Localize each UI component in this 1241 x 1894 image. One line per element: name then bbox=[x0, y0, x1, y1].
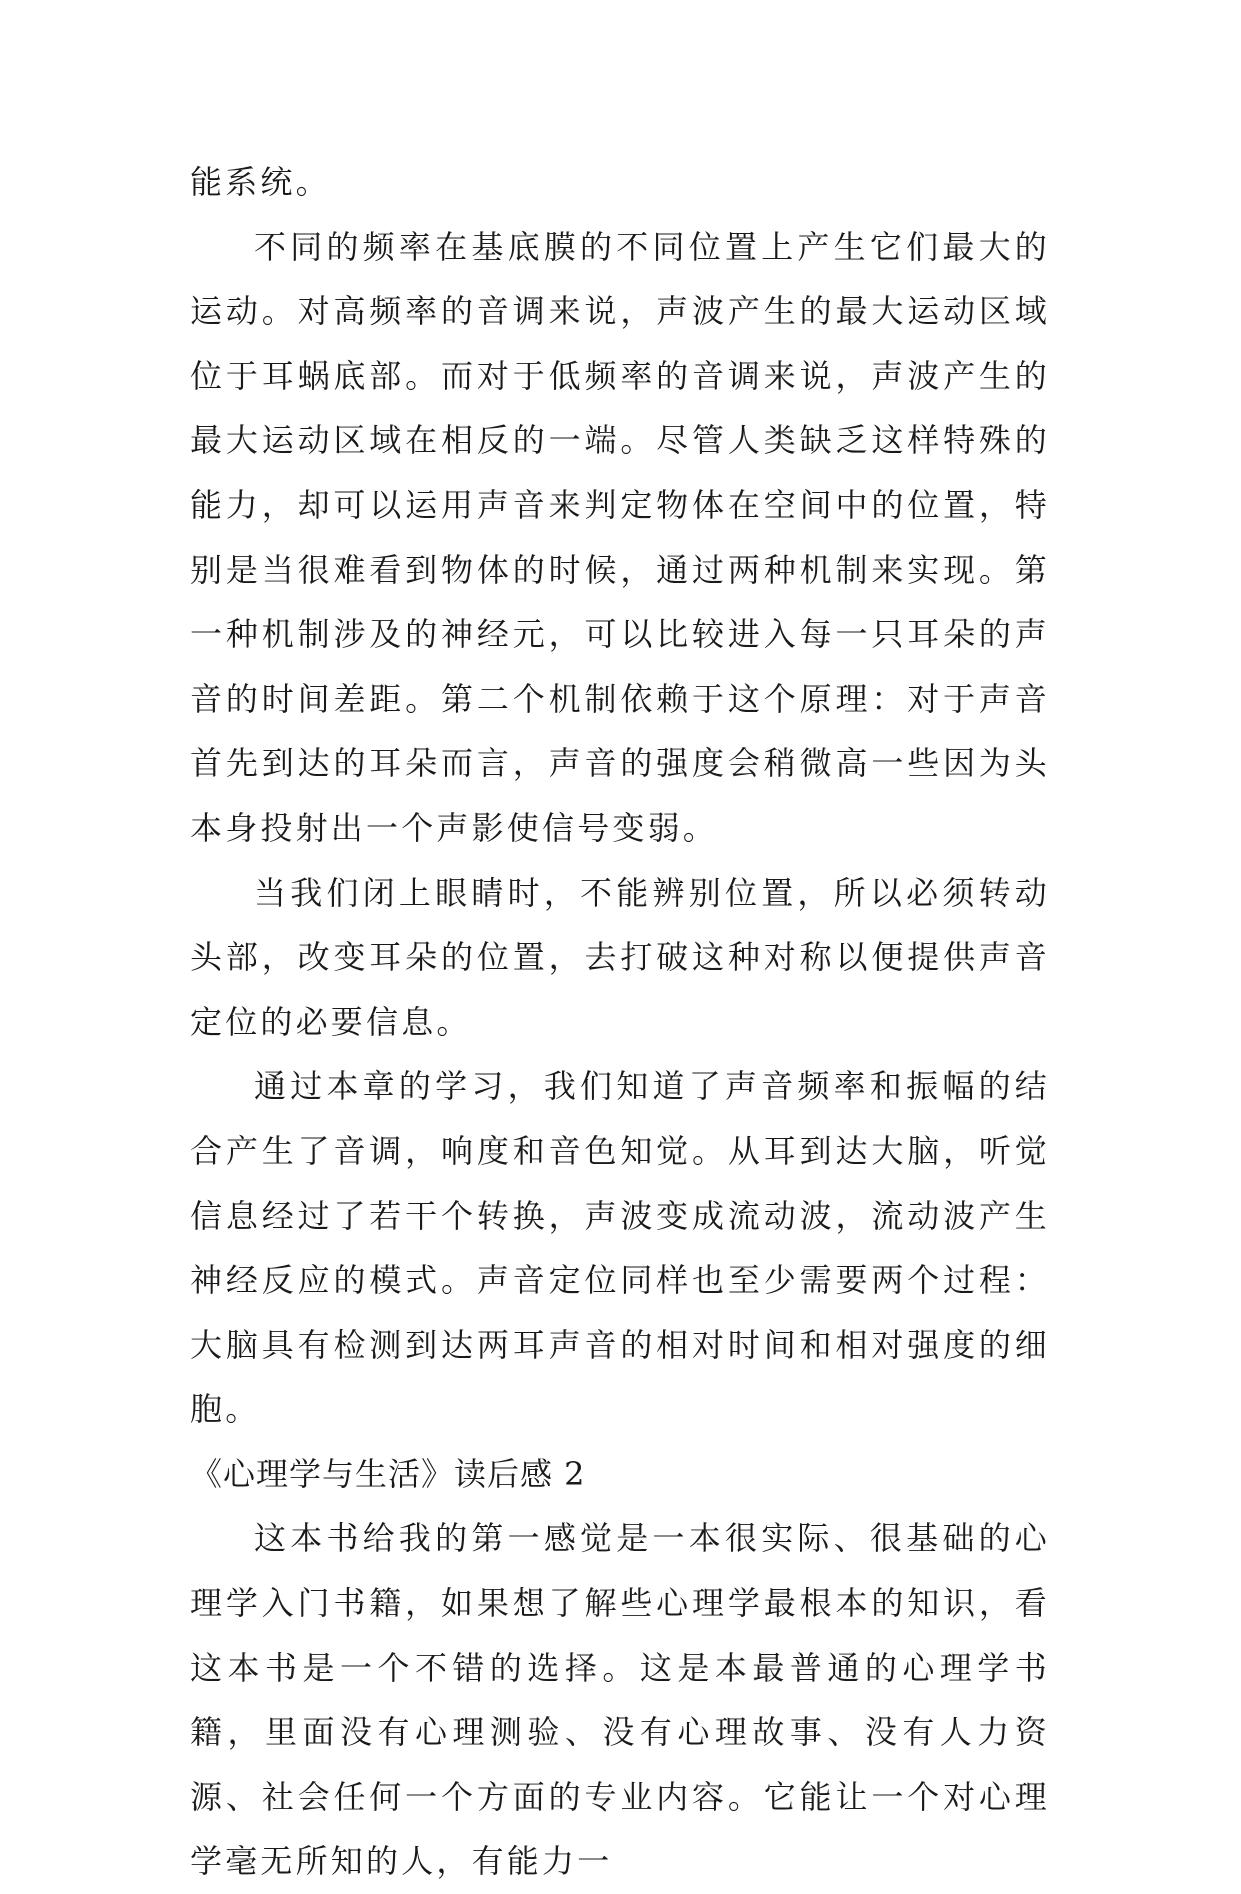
paragraph-chapter-summary: 通过本章的学习，我们知道了声音频率和振幅的结合产生了音调，响度和音色知觉。从耳到达大脑，听觉信息经过了若干个转换，声波变成流动波，流动波产生神经反应的模式。声音定位同样也至少需要两个过程：大脑具有检测到达两耳声音的相对时间和相对强度的细胞。 bbox=[190, 1067, 1050, 1429]
paragraph-book-impression: 这本书给我的第一感觉是一本很实际、很基础的心理学入门书籍，如果想了解些心理学最根本的知识，看这本书是一个不错的选择。这是本最普通的心理学书籍，里面没有心理测验、没有心理故事、没有人力资源、社会任何一个方面的专业内容。它能让一个对心理学毫无所知的人，有能力一 bbox=[190, 1519, 1050, 1881]
paragraph-eyes-closed: 当我们闭上眼睛时，不能辨别位置，所以必须转动头部，改变耳朵的位置，去打破这种对称以便提供声音定位的必要信息。 bbox=[190, 873, 1050, 1041]
section-heading: 《心理学与生活》读后感 2 bbox=[190, 1454, 586, 1493]
document-body bbox=[190, 150, 1050, 1894]
paragraph-cochlea-frequency: 不同的频率在基底膜的不同位置上产生它们最大的运动。对高频率的音调来说，声波产生的最大运动区域位于耳蜗底部。而对于低频率的音调来说，声波产生的最大运动区域在相反的一端。尽管人类缺乏这样特殊的能力，却可以运用声音来判定物体在空间中的位置，特别是当很难看到物体的时候，通过两种机制来实现。第一种机制涉及的神经元，可以比较进入每一只耳朵的声音的时间差距。第二个机制依赖于这个原理：对于声音首先到达的耳朵而言，声音的强度会稍微高一些因为头本身投射出一个声影使信号变弱。 bbox=[190, 227, 1050, 847]
paragraph-continuation: 能系统。 bbox=[190, 163, 331, 201]
